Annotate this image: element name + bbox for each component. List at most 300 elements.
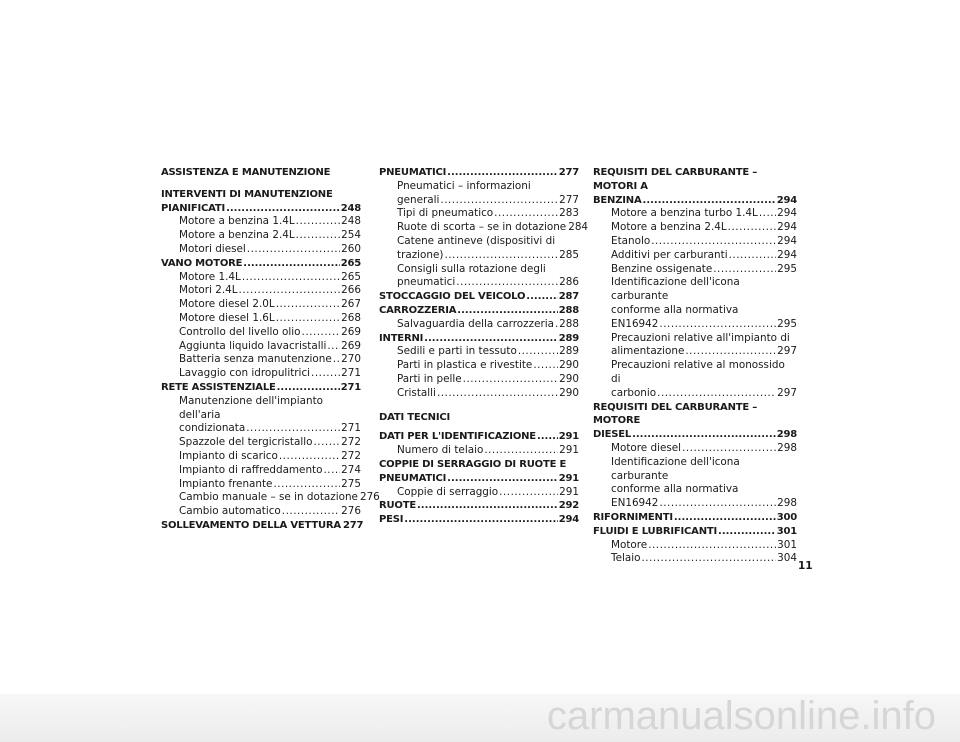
dot-leader: [424, 332, 558, 346]
dot-leader: [242, 271, 340, 285]
entry-title: trazione): [397, 248, 444, 261]
toc-sub-entry[interactable]: [161, 436, 361, 450]
entry-row: [397, 486, 579, 500]
page-ref: 294: [776, 194, 797, 206]
entry-row: [179, 478, 361, 492]
page-ref: 290: [559, 386, 579, 399]
entry-row: [611, 442, 797, 456]
toc-sub-entry[interactable]: [593, 207, 797, 221]
entry-row: [179, 215, 361, 229]
entry-title: Numero di telaio: [397, 444, 484, 457]
page-ref: 301: [776, 525, 797, 537]
toc-sub-entry[interactable]: [161, 340, 361, 354]
entry-title-line: Consigli sulla rotazione degli: [397, 262, 546, 275]
page-ref: 276: [359, 491, 380, 504]
entry-row: [179, 284, 361, 298]
toc-sub-entry[interactable]: [379, 373, 579, 387]
entry-row: [379, 166, 579, 180]
entry-title: Motore diesel 2.0L: [179, 298, 275, 311]
page-ref: 266: [341, 284, 361, 297]
toc-sub-entry[interactable]: [593, 552, 797, 566]
entry-row: [611, 552, 797, 566]
page-ref: 289: [558, 332, 579, 344]
entry-title-line: Catene antineve (dispositivi di: [397, 234, 556, 247]
entry-title: DATI PER L'IDENTIFICAZIONE: [379, 431, 536, 443]
dot-leader: [759, 207, 776, 221]
entry-title: generali: [397, 193, 440, 206]
page-ref: 298: [777, 441, 797, 454]
page-ref: 265: [340, 257, 361, 269]
page-ref: 297: [777, 386, 797, 399]
page-ref: 265: [341, 270, 361, 283]
dot-leader: [327, 340, 340, 354]
page-ref: 285: [559, 248, 579, 261]
entry-title: Motore a benzina 2.4L: [611, 221, 727, 234]
dot-leader: [276, 298, 340, 312]
entry-row: [611, 263, 797, 277]
entry-title: Cristalli: [397, 386, 436, 399]
entry-row: [179, 367, 361, 381]
toc-heading-entry[interactable]: [161, 519, 364, 533]
entry-row: [179, 312, 361, 326]
page-ref: 271: [341, 422, 361, 435]
entry-title-line: Precauzioni relative all'impianto di: [611, 331, 790, 344]
dot-leader: [648, 539, 776, 553]
dot-leader: [651, 235, 776, 249]
page-ref: 298: [776, 429, 797, 441]
dot-leader: [533, 359, 558, 373]
toc-sub-entry[interactable]: [593, 221, 797, 235]
page-ref: 260: [341, 242, 361, 255]
entry-title: alimentazione: [611, 345, 685, 358]
entry-title: Salvaguardia della carrozzeria: [397, 317, 554, 330]
dot-leader: [463, 373, 559, 387]
entry-row: [397, 387, 579, 401]
entry-title: Benzine ossigenate: [611, 262, 713, 275]
toc-sub-entry[interactable]: [161, 367, 361, 381]
entry-title: Motore 1.4L: [179, 270, 241, 283]
entry-row: [179, 422, 361, 436]
page-number: 11: [798, 560, 813, 572]
toc-heading-entry[interactable]: [379, 304, 579, 318]
entry-title: Impianto frenante: [179, 477, 273, 490]
entry-row: [611, 345, 797, 359]
toc-heading-entry[interactable]: [379, 430, 579, 444]
entry-title: pneumatici: [397, 276, 456, 289]
page-ref: 271: [341, 367, 361, 380]
entry-title-line: INTERVENTI DI MANUTENZIONE: [161, 188, 333, 200]
entry-title-line: REQUISITI DEL CARBURANTE – MOTORI A: [593, 167, 758, 192]
dot-leader: [674, 511, 776, 525]
toc-sub-entry[interactable]: [161, 243, 361, 257]
entry-row: [379, 304, 579, 318]
section-title: ASSISTENZA E MANUTENZIONE: [161, 167, 331, 178]
dot-leader: [494, 207, 558, 221]
page-ref: 277: [342, 519, 364, 531]
entry-row: [397, 444, 579, 458]
dot-leader: [682, 442, 776, 456]
toc-sub-entry[interactable]: [379, 180, 579, 208]
dot-leader: [239, 284, 341, 298]
page-ref: 294: [558, 514, 579, 526]
page-ref: 290: [559, 359, 579, 372]
page-ref: 291: [559, 444, 579, 457]
dot-leader: [447, 472, 558, 486]
page-ref: 286: [559, 276, 579, 289]
entry-title-line: Precauzioni relative al monossido di: [611, 359, 785, 385]
entry-row: [611, 235, 797, 249]
entry-row: [593, 194, 797, 208]
page-ref: 248: [341, 215, 361, 228]
toc-heading-entry[interactable]: [593, 401, 797, 442]
watermark-text: carmanualsonline.info: [546, 694, 936, 738]
entry-title: Motore a benzina turbo 1.4L: [611, 207, 758, 220]
page-ref: 294: [777, 221, 797, 234]
entry-row: [611, 539, 797, 553]
toc-sub-entry[interactable]: [161, 478, 361, 492]
page-ref: 267: [341, 298, 361, 311]
page-ref: 292: [558, 500, 579, 512]
entry-title: Spazzole del tergicristallo: [179, 436, 313, 449]
entry-row: [179, 491, 380, 505]
toc-sub-entry[interactable]: [161, 505, 361, 519]
page-ref: 295: [777, 317, 797, 330]
dot-leader: [713, 263, 776, 277]
entry-row: [611, 249, 797, 263]
page-ref: 284: [568, 221, 589, 234]
toc-sub-entry[interactable]: [161, 491, 380, 505]
entry-title: Aggiunta liquido lavacristalli: [179, 339, 327, 352]
toc-sub-entry[interactable]: [161, 298, 361, 312]
toc-sub-entry[interactable]: [379, 235, 579, 263]
dot-leader: [728, 221, 777, 235]
entry-title: Motore a benzina 1.4L: [179, 215, 295, 228]
toc-column-1: [161, 166, 380, 533]
dot-leader: [685, 345, 776, 359]
entry-title: Impianto di raffreddamento: [179, 463, 323, 476]
entry-title: Parti in plastica e rivestite: [397, 359, 533, 372]
page-ref: 297: [777, 345, 797, 358]
entry-title: Motore diesel 1.6L: [179, 311, 275, 324]
toc-sub-entry[interactable]: [161, 326, 361, 340]
page-ref: 300: [776, 511, 797, 523]
dot-leader: [659, 497, 776, 511]
toc-sub-entry[interactable]: [161, 464, 361, 478]
entry-title: BENZINA: [593, 194, 642, 206]
dot-leader: [555, 318, 558, 332]
entry-row: [593, 428, 797, 442]
entry-row: [593, 511, 797, 525]
entry-title-line: Manutenzione dell'impianto dell'aria: [179, 394, 324, 421]
dot-leader: [282, 505, 340, 519]
entry-row: [179, 450, 361, 464]
toc-sub-entry[interactable]: [593, 276, 797, 331]
entry-title: DIESEL: [593, 429, 632, 441]
toc-heading-entry[interactable]: [593, 511, 797, 525]
toc-heading-entry[interactable]: [379, 290, 579, 304]
toc-sub-entry[interactable]: [593, 249, 797, 263]
page-ref: 277: [559, 193, 579, 206]
dot-leader: [537, 430, 558, 444]
entry-row: [161, 519, 364, 533]
dot-leader: [277, 381, 340, 395]
toc-sub-entry[interactable]: [593, 442, 797, 456]
page-ref: 275: [341, 477, 361, 490]
dot-leader: [526, 290, 557, 304]
entry-row: [397, 318, 579, 332]
dot-leader: [404, 513, 557, 527]
dot-leader: [323, 464, 340, 478]
entry-row: [611, 387, 797, 401]
toc-sub-entry[interactable]: [379, 263, 579, 291]
toc-sub-entry[interactable]: [379, 207, 579, 221]
entry-title: Parti in pelle: [397, 372, 462, 385]
toc-heading-entry[interactable]: [161, 381, 361, 395]
entry-title: RETE ASSISTENZIALE: [161, 381, 276, 393]
entry-row: [179, 298, 361, 312]
entry-row: [611, 318, 797, 332]
dot-leader: [226, 202, 340, 216]
entry-row: [397, 359, 579, 373]
entry-title: Etanolo: [611, 234, 651, 247]
dot-leader: [456, 276, 558, 290]
dot-leader: [273, 478, 340, 492]
entry-row: [397, 373, 579, 387]
entry-title-line: Pneumatici – informazioni: [397, 179, 531, 192]
toc-heading-entry[interactable]: [379, 166, 579, 180]
entry-title: Motore: [611, 538, 648, 551]
entry-title-line: conforme alla normativa: [611, 303, 739, 316]
page-ref: 269: [341, 339, 361, 352]
entry-row: [379, 430, 579, 444]
page-ref: 283: [559, 207, 579, 220]
entry-title: Batteria senza manutenzione: [179, 353, 332, 366]
toc-sub-entry[interactable]: [593, 263, 797, 277]
entry-title: condizionata: [179, 422, 246, 435]
entry-row: [593, 525, 797, 539]
page-ref: 287: [558, 291, 579, 303]
page-ref: 288: [558, 304, 579, 316]
page-ref: 301: [777, 538, 797, 551]
dot-leader: [302, 326, 341, 340]
entry-row: [611, 221, 797, 235]
page-ref: 277: [558, 167, 579, 178]
toc-heading-entry[interactable]: [593, 166, 797, 207]
toc-column-2: [379, 166, 589, 527]
dot-leader: [729, 249, 777, 263]
dot-leader: [276, 312, 340, 326]
entry-row: [179, 229, 361, 243]
dot-leader: [296, 229, 341, 243]
page-ref: 276: [341, 505, 361, 518]
dot-leader: [333, 353, 340, 367]
dot-leader: [518, 345, 558, 359]
entry-row: [397, 276, 579, 290]
toc-sub-entry[interactable]: [379, 221, 589, 235]
page-ref: 248: [340, 202, 361, 214]
entry-row: [179, 353, 361, 367]
entry-row: [611, 207, 797, 221]
entry-title: RIFORNIMENTI: [593, 511, 673, 523]
dot-leader: [243, 257, 339, 271]
entry-title: Impianto di scarico: [179, 449, 278, 462]
entry-title: SOLLEVAMENTO DELLA VETTURA: [161, 519, 341, 531]
toc-heading-entry[interactable]: [379, 332, 579, 346]
entry-row: [179, 243, 361, 257]
dot-leader: [296, 215, 341, 229]
dot-leader: [417, 499, 558, 513]
dot-leader: [447, 166, 558, 180]
toc-sub-entry[interactable]: [161, 284, 361, 298]
toc-heading-entry[interactable]: [379, 458, 579, 486]
page-ref: 304: [777, 552, 797, 565]
toc-heading-entry[interactable]: [161, 188, 361, 216]
entry-title-line: COPPIE DI SERRAGGIO DI RUOTE E: [379, 458, 567, 470]
watermark-band: [0, 694, 960, 742]
dot-leader: [718, 525, 776, 539]
page-ref: 290: [559, 372, 579, 385]
toc-sub-entry[interactable]: [379, 359, 579, 373]
dot-leader: [659, 318, 776, 332]
page-ref: 291: [559, 485, 579, 498]
toc-sub-entry[interactable]: [379, 318, 579, 332]
dot-leader: [632, 428, 776, 442]
entry-row: [161, 381, 361, 395]
toc-sub-entry[interactable]: [161, 271, 361, 285]
dot-leader: [279, 450, 340, 464]
entry-row: [397, 221, 589, 235]
entry-row: [179, 326, 361, 340]
toc-sub-entry[interactable]: [161, 312, 361, 326]
entry-title: STOCCAGGIO DEL VEICOLO: [379, 291, 526, 303]
page-ref: 271: [340, 381, 361, 393]
toc-sub-entry[interactable]: [379, 345, 579, 359]
page-ref: 288: [559, 317, 579, 330]
toc-sub-entry[interactable]: [593, 359, 797, 400]
page-ref: 294: [777, 248, 797, 261]
entry-title: PNEUMATICI: [379, 167, 447, 178]
dot-leader: [499, 486, 558, 500]
entry-row: [379, 499, 579, 513]
entry-row: [397, 194, 579, 208]
page-ref: 294: [777, 234, 797, 247]
page-ref: 291: [558, 431, 579, 443]
toc-heading-entry[interactable]: [161, 257, 361, 271]
entry-title: RUOTE: [379, 500, 416, 512]
entry-row: [179, 340, 361, 354]
dot-leader: [247, 243, 340, 257]
dot-leader: [444, 249, 558, 263]
page-ref: 269: [341, 325, 361, 338]
entry-row: [179, 464, 361, 478]
entry-title: Motori 2.4L: [179, 284, 238, 297]
entry-title: PESI: [379, 514, 404, 526]
page-ref: 254: [341, 229, 361, 242]
entry-row: [611, 497, 797, 511]
entry-title: VANO MOTORE: [161, 257, 243, 269]
toc-sub-entry[interactable]: [379, 387, 579, 401]
entry-title: Additivi per carburanti: [611, 248, 728, 261]
entry-title: Motori diesel: [179, 242, 246, 255]
toc-column-3: [593, 166, 797, 566]
entry-title: CARROZZERIA: [379, 304, 457, 316]
entry-row: [397, 249, 579, 263]
toc-sub-entry[interactable]: [593, 235, 797, 249]
dot-leader: [440, 194, 558, 208]
entry-title: Sedili e parti in tessuto: [397, 345, 517, 358]
toc-heading-entry[interactable]: [379, 513, 579, 527]
entry-row: [179, 436, 361, 450]
dot-leader: [484, 444, 558, 458]
toc-sub-entry[interactable]: [593, 456, 797, 511]
toc-heading-entry[interactable]: [593, 525, 797, 539]
entry-title: PIANIFICATI: [161, 202, 226, 214]
entry-row: [379, 472, 579, 486]
entry-title: Controllo del livello olio: [179, 325, 301, 338]
dot-leader: [657, 387, 776, 401]
entry-title: Coppie di serraggio: [397, 485, 499, 498]
page-ref: 289: [559, 345, 579, 358]
entry-row: [379, 332, 579, 346]
entry-title: EN16942: [611, 317, 659, 330]
page-ref: 295: [777, 262, 797, 275]
entry-row: [161, 202, 361, 216]
page-ref: 270: [341, 353, 361, 366]
entry-title: Motore diesel: [611, 441, 682, 454]
toc-sub-entry[interactable]: [161, 229, 361, 243]
entry-title-line: Identificazione dell'icona carburante: [611, 276, 740, 303]
dot-leader: [313, 436, 340, 450]
entry-title: Cambio automatico: [179, 505, 281, 518]
toc-sub-entry[interactable]: [161, 215, 361, 229]
entry-title-line: REQUISITI DEL CARBURANTE – MOTORE: [593, 401, 758, 427]
dot-leader: [246, 422, 340, 436]
page-ref: 272: [341, 436, 361, 449]
entry-title: Cambio manuale – se in dotazione: [179, 491, 358, 504]
dot-leader: [457, 304, 557, 318]
page-ref: 274: [341, 463, 361, 476]
dot-leader: [437, 387, 558, 401]
toc-sub-entry[interactable]: [161, 450, 361, 464]
entry-title-line: Identificazione dell'icona carburante: [611, 455, 740, 482]
toc-sub-entry[interactable]: [593, 539, 797, 553]
toc-sub-entry[interactable]: [379, 486, 579, 500]
toc-sub-entry[interactable]: [161, 353, 361, 367]
entry-row: [379, 513, 579, 527]
dot-leader: [643, 194, 776, 208]
dot-leader: [311, 367, 340, 381]
toc-sub-entry[interactable]: [161, 395, 361, 436]
toc-heading-entry[interactable]: [379, 499, 579, 513]
entry-title: Lavaggio con idropulitrici: [179, 367, 311, 380]
entry-title: Tipi di pneumatico: [397, 207, 494, 220]
entry-title: PNEUMATICI: [379, 472, 447, 484]
dot-leader: [641, 552, 776, 566]
page-ref: 272: [341, 449, 361, 462]
entry-row: [161, 257, 361, 271]
entry-row: [397, 207, 579, 221]
entry-row: [397, 345, 579, 359]
entry-title: carbonio: [611, 386, 657, 399]
toc-sub-entry[interactable]: [593, 332, 797, 360]
entry-title-line: conforme alla normativa: [611, 483, 739, 496]
chapter-title: DATI TECNICI: [379, 411, 451, 423]
toc-sub-entry[interactable]: [379, 444, 579, 458]
page-ref: 294: [777, 207, 797, 220]
page-ref: 268: [341, 311, 361, 324]
entry-row: [379, 290, 579, 304]
entry-title: Telaio: [611, 552, 641, 565]
